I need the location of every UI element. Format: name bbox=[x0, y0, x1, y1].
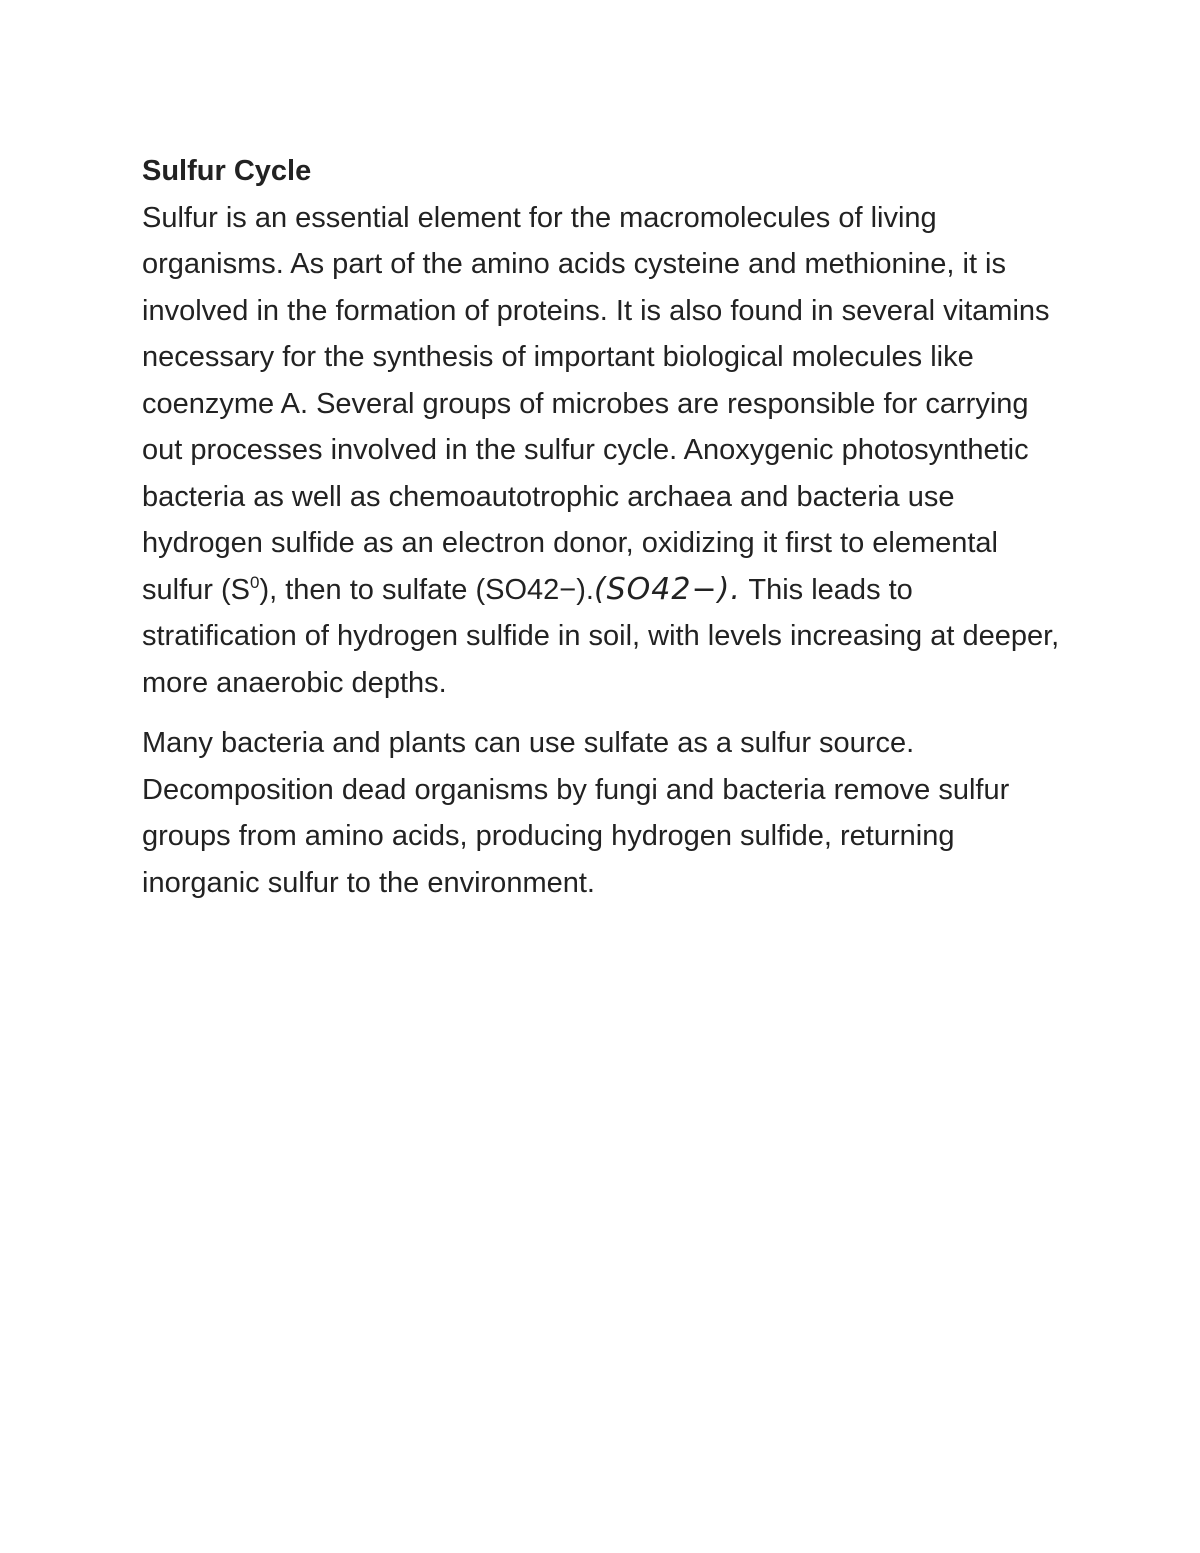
superscript-zero: 0 bbox=[249, 572, 260, 592]
document-title: Sulfur Cycle bbox=[142, 155, 312, 187]
document-body bbox=[142, 148, 1072, 906]
paragraph-text: Sulfur is an essential element for the macromolecules of living organisms. As part of the amino acids cysteine and methionine, it is involved in the formation of proteins. It is also found in several vitamins necessary for the synthesis of important biological molecules like coenzyme A. Several groups of microbes are responsible for carrying out processes involved in the sulfur cycle. Anoxygenic photosynthetic bacteria as well as chemoautotrophic archaea and bacteria use hydrogen sulfide as an electron donor, oxidizing it first to elemental sulfur (S bbox=[142, 201, 1050, 606]
math-expression-sulfate: (SO42−). bbox=[593, 571, 741, 607]
paragraph-sulfur-intro bbox=[142, 195, 1072, 707]
paragraph-sulfate-source: Many bacteria and plants can use sulfate as a sulfur source. Decomposition dead organisms by fungi and bacteria remove sulfur groups from amino acids, producing hydrogen sulfide, returning inorganic sulfur to the environment. bbox=[142, 727, 1010, 899]
paragraph-text: ), then to sulfate (SO42−). bbox=[259, 573, 594, 606]
paragraph-text: This leads to stratification of hydrogen sulfide in soil, with levels increasing at deeper, more anaerobic depths. bbox=[142, 573, 1060, 699]
